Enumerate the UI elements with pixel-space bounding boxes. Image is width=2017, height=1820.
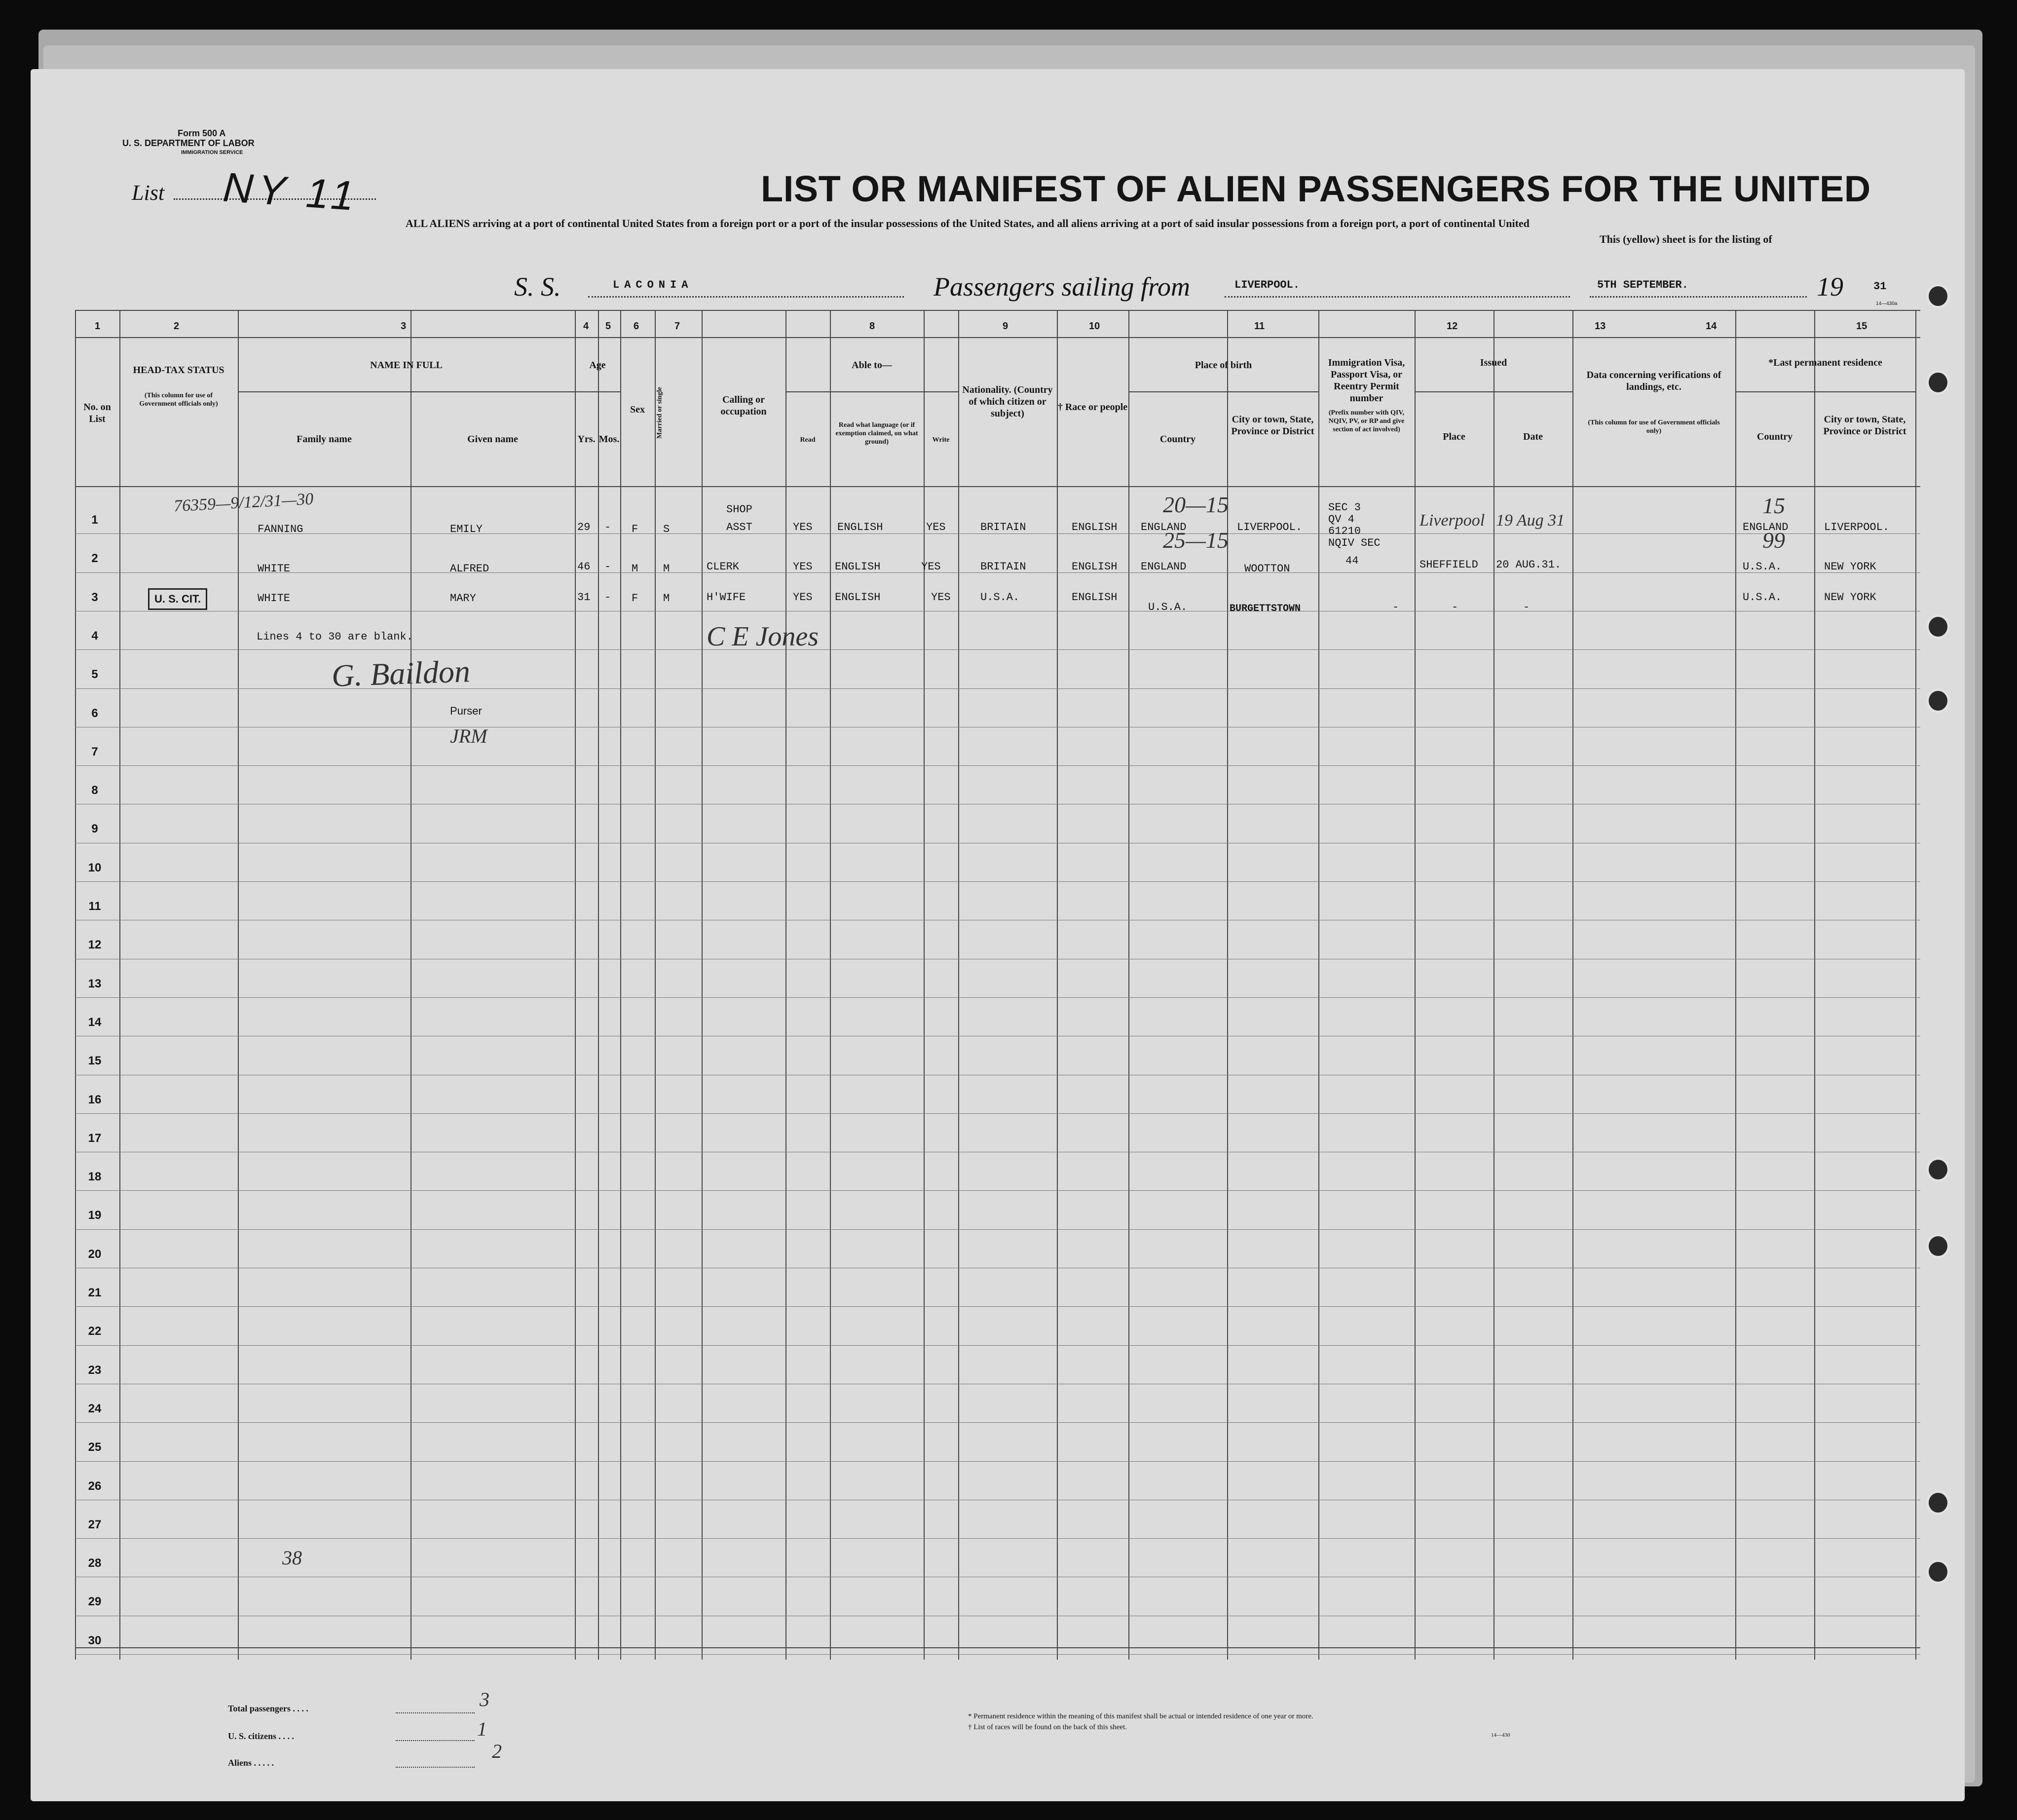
row-number: 26 <box>88 1479 102 1493</box>
col-header-visa: Immigration Visa, Passport Visa, or Reentry Permit number <box>1328 357 1405 404</box>
col-rule <box>620 310 621 1660</box>
row-guide-line <box>75 765 1920 766</box>
col-header-yrs: Yrs. <box>577 434 596 445</box>
subheader-rule <box>238 391 620 392</box>
subheader-rule <box>785 391 958 392</box>
row-guide-line <box>75 1345 1920 1346</box>
column-number: 15 <box>1856 321 1868 332</box>
table-rule <box>75 486 1920 487</box>
col-header-write: Write <box>932 436 950 444</box>
row1-nationality: BRITAIN <box>980 521 1026 533</box>
row-number: 16 <box>88 1093 102 1106</box>
row2-language: ENGLISH <box>835 561 881 573</box>
row-number: 11 <box>88 900 101 913</box>
column-number: 4 <box>583 321 589 332</box>
row2-issued-place: SHEFFIELD <box>1419 559 1478 571</box>
col-header-no: No. on List <box>83 402 111 424</box>
col-header-birth-city: City or town, State, Province or District <box>1231 414 1314 437</box>
col-rule <box>598 310 599 1660</box>
binder-ring-icon <box>1926 284 1950 308</box>
purser-label: Purser <box>450 705 482 717</box>
column-number: 9 <box>1003 321 1008 332</box>
col-rule <box>1318 310 1319 1660</box>
year-label: 19 <box>1817 272 1843 302</box>
col-rule <box>702 310 703 1660</box>
column-number: 12 <box>1447 321 1458 332</box>
row2-visa-line1: NQIV SEC <box>1328 537 1381 549</box>
row-number: 2 <box>91 552 98 566</box>
purser-signature: G. Baildon <box>331 653 471 693</box>
row1-birth-city: LIVERPOOL. <box>1237 521 1303 533</box>
row-number: 14 <box>88 1015 102 1029</box>
row-guide-line <box>75 1306 1920 1307</box>
col-rule <box>1415 310 1416 1660</box>
row-number: 18 <box>88 1170 102 1184</box>
row3-issued-date: - <box>1523 601 1530 613</box>
col-header-age: Age <box>589 360 606 371</box>
row-number: 30 <box>88 1633 102 1647</box>
col-header-able-to: Able to— <box>852 360 892 371</box>
row1-age-yrs: 29 <box>577 521 591 533</box>
row1-visa-line1: SEC 3 <box>1328 501 1361 514</box>
column-number: 3 <box>401 321 407 332</box>
service-name: IMMIGRATION SERVICE <box>181 150 243 155</box>
column-number: 5 <box>605 321 611 332</box>
row3-birth-city: BURGETTSTOWN <box>1230 603 1301 614</box>
row-guide-line <box>75 881 1920 882</box>
sailing-date: 5TH SEPTEMBER. <box>1597 279 1688 291</box>
row-number: 7 <box>91 745 98 758</box>
row-guide-line <box>75 997 1920 998</box>
column-number: 2 <box>174 321 180 332</box>
row2-age-yrs: 46 <box>577 561 591 573</box>
row1-birth-annotation: 20—15 <box>1163 492 1229 517</box>
row3-age-yrs: 31 <box>577 591 591 604</box>
row3-age-mos: - <box>604 591 611 604</box>
blank-lines-note: Lines 4 to 30 are blank. <box>257 631 413 643</box>
row2-read: YES <box>793 561 813 573</box>
row-guide-line <box>75 1538 1920 1539</box>
row3-res-country: U.S.A. <box>1743 591 1782 604</box>
row2-given-name: ALFRED <box>450 563 489 575</box>
col-header-res-city: City or town, State, Province or District <box>1823 414 1906 437</box>
page-title: LIST OR MANIFEST OF ALIEN PASSENGERS FOR THE UNITED <box>761 168 1871 209</box>
manifest-table <box>75 310 1960 1660</box>
col-header-race: † Race or people <box>1057 402 1128 413</box>
row2-res-annotation: 99 <box>1762 528 1785 553</box>
us-citizen-stamp: U. S. CIT. <box>148 588 207 610</box>
column-number: 8 <box>869 321 875 332</box>
row3-issued-place: - <box>1452 601 1458 613</box>
row-guide-line <box>75 1190 1920 1191</box>
row1-given-name: EMILY <box>450 523 483 535</box>
form-number: Form 500 A <box>178 128 226 138</box>
subtitle-line1: ALL ALIENS arriving at a port of continental United States from a foreign port or a port of the insular possessions of the United States, and all aliens arriving at a port of said insular possessions from a foreign port, a port of continental United <box>406 217 1530 229</box>
row3-sex: F <box>632 592 638 605</box>
col-header-head-tax: HEAD-TAX STATUS <box>133 365 224 376</box>
row3-visa: - <box>1392 601 1399 613</box>
col-rule <box>1128 310 1129 1660</box>
row3-family-name: WHITE <box>258 592 291 605</box>
department-name: U. S. DEPARTMENT OF LABOR <box>122 138 255 148</box>
row-number: 9 <box>91 822 98 836</box>
sailing-label: Passengers sailing from <box>934 272 1191 302</box>
col-rule <box>655 310 656 1660</box>
column-number: 10 <box>1089 321 1100 332</box>
col-header-married: Married or single <box>656 387 664 439</box>
manifest-sheet <box>31 69 1965 1801</box>
row27-annotation: 38 <box>282 1547 302 1569</box>
footnote-form-code: 14—430 <box>1491 1732 1510 1738</box>
row-number: 10 <box>88 861 102 874</box>
row-number: 6 <box>91 706 98 720</box>
date-underline <box>1590 296 1807 298</box>
head-tax-note-row1: 76359—9/12/31—30 <box>173 490 314 516</box>
row-guide-line <box>75 533 1920 534</box>
row2-visa-line2: 44 <box>1345 555 1359 567</box>
col-rule <box>1814 310 1815 1660</box>
row2-race: ENGLISH <box>1072 561 1118 573</box>
row-number: 25 <box>88 1441 102 1454</box>
col-header-head-tax-note: (This column for use of Government officials only) <box>139 392 218 408</box>
row-number: 13 <box>88 977 102 990</box>
col-rule <box>958 310 959 1660</box>
form-code-top: 14—430a <box>1876 301 1898 306</box>
row-number: 4 <box>91 629 98 643</box>
subheader-rule <box>1735 391 1915 392</box>
row2-birth-annotation: 25—15 <box>1163 528 1229 553</box>
row2-issued-date: 20 AUG.31. <box>1496 559 1562 571</box>
row-number: 23 <box>88 1363 102 1377</box>
row3-marital: M <box>663 592 670 605</box>
row3-birth-country: U.S.A. <box>1148 601 1188 613</box>
year-value: 31 <box>1873 280 1887 293</box>
column-number: 7 <box>674 321 680 332</box>
col-header-read: Read <box>800 436 816 444</box>
row3-language: ENGLISH <box>835 591 881 604</box>
row-number: 15 <box>88 1054 102 1068</box>
col-rule <box>575 310 576 1660</box>
table-rule <box>75 337 1920 338</box>
col-header-nationality: Nationality. (Country of which citizen or subject) <box>962 384 1053 419</box>
col-rule <box>119 310 120 1660</box>
col-rule <box>785 310 786 1660</box>
row1-age-mos: - <box>604 521 611 533</box>
row-number: 5 <box>91 668 98 682</box>
row2-sex: M <box>632 563 638 575</box>
row3-read: YES <box>793 591 813 604</box>
purser-initials: JRM <box>450 725 487 747</box>
row2-res-city: NEW YORK <box>1824 561 1876 573</box>
col-header-mos: Mos. <box>598 434 620 445</box>
col-header-res-country: Country <box>1756 431 1793 442</box>
col-header-visa-note: (Prefix number with QIV, NQIV, PV, or RP and give section of act involved) <box>1328 409 1405 433</box>
row4-annotation: C E Jones <box>707 621 819 652</box>
footnote-residence: * Permanent residence within the meaning of this manifest shall be actual or intended residence of one year or more. <box>968 1712 1313 1720</box>
col-header-last-residence: *Last permanent residence <box>1768 357 1882 368</box>
row-guide-line <box>75 1654 1920 1655</box>
row1-res-country: ENGLAND <box>1743 521 1789 533</box>
col-rule <box>1057 310 1058 1660</box>
column-number: 11 <box>1254 321 1265 332</box>
row-number: 1 <box>91 513 98 527</box>
col-header-verifications: Data concerning verifications of landings, etc. <box>1586 370 1721 392</box>
row1-race: ENGLISH <box>1072 521 1118 533</box>
ship-name: LACONIA <box>613 279 693 291</box>
col-header-read-lang: Read what language (or if exemption claimed, on what ground) <box>835 421 918 446</box>
col-header-name: NAME IN FULL <box>370 360 443 371</box>
row-number: 21 <box>88 1286 102 1299</box>
row2-marital: M <box>663 563 670 575</box>
row-number: 3 <box>91 590 98 604</box>
col-header-issued-date: Date <box>1523 431 1543 442</box>
row3-res-city: NEW YORK <box>1824 591 1876 604</box>
row-number: 12 <box>88 938 102 952</box>
row-guide-line <box>75 1461 1920 1462</box>
row2-family-name: WHITE <box>258 563 291 575</box>
row-number: 17 <box>88 1131 102 1145</box>
col-header-birthplace: Place of birth <box>1195 360 1252 371</box>
row1-res-city: LIVERPOOL. <box>1824 521 1890 533</box>
col-rule <box>1572 310 1573 1660</box>
col-rule <box>830 310 831 1660</box>
col-header-family: Family name <box>297 434 352 445</box>
column-number: 6 <box>634 321 639 332</box>
row2-res-country: U.S.A. <box>1743 561 1782 573</box>
footnote-races: † List of races will be found on the back of this sheet. <box>968 1723 1127 1731</box>
col-header-issued: Issued <box>1480 357 1507 368</box>
row1-visa-line2: QV 4 <box>1328 513 1354 526</box>
col-header-occupation: Calling or occupation <box>720 394 767 417</box>
row-guide-line <box>75 1229 1920 1230</box>
list-number-handwritten: NY 11 <box>222 163 361 220</box>
row-number: 24 <box>88 1402 102 1415</box>
row1-read: YES <box>793 521 813 533</box>
col-header-verif-note: (This column for use of Government officials only) <box>1588 419 1720 435</box>
row1-marital: S <box>663 523 670 535</box>
aliens-label: Aliens . . . . . <box>228 1758 274 1768</box>
row1-sex: F <box>632 523 638 535</box>
col-header-sex: Sex <box>630 404 645 415</box>
row-number: 20 <box>88 1247 102 1261</box>
list-label: List <box>132 181 165 205</box>
row2-birth-country: ENGLAND <box>1141 561 1187 573</box>
row2-age-mos: - <box>604 561 611 573</box>
row-number: 8 <box>91 784 98 797</box>
col-rule <box>75 310 76 1660</box>
row-number: 29 <box>88 1595 102 1609</box>
total-passengers-value: 3 <box>480 1688 489 1710</box>
row1-occupation-top: SHOP <box>726 503 752 516</box>
subheader-rule <box>1128 391 1318 392</box>
row-number: 28 <box>88 1556 102 1570</box>
table-rule <box>75 310 1920 311</box>
col-header-birth-country: Country <box>1159 434 1196 445</box>
col-header-given: Given name <box>467 434 518 445</box>
subtitle-line2: This (yellow) sheet is for the listing of <box>1600 233 1772 245</box>
row-guide-line <box>75 1422 1920 1423</box>
ship-underline <box>588 296 904 298</box>
row-guide-line <box>75 649 1920 650</box>
row-number: 19 <box>88 1209 102 1222</box>
row-number: 22 <box>88 1325 102 1338</box>
sailing-underline <box>1225 296 1570 298</box>
total-passengers-label: Total passengers . . . . <box>228 1704 308 1713</box>
row1-issued-date: 19 Aug 31 <box>1496 511 1565 530</box>
ship-label: S. S. <box>514 272 561 302</box>
row1-visa-line3: 61210 <box>1328 525 1361 537</box>
row1-issued-place: Liverpool <box>1419 511 1485 530</box>
row1-language: ENGLISH <box>837 521 883 533</box>
total-line <box>396 1712 475 1713</box>
row-number: 27 <box>88 1517 102 1531</box>
row1-res-annotation: 15 <box>1762 493 1785 518</box>
col-header-issued-place: Place <box>1443 431 1465 442</box>
sailing-port: LIVERPOOL. <box>1234 279 1300 291</box>
us-citizens-label: U. S. citizens . . . . <box>228 1731 294 1741</box>
row1-family-name: FANNING <box>258 523 303 535</box>
row-guide-line <box>75 1113 1920 1114</box>
row2-occupation: CLERK <box>707 561 740 573</box>
col-rule <box>924 310 925 1660</box>
column-number: 1 <box>95 321 101 332</box>
us-citizens-value: 1 <box>477 1718 487 1740</box>
row3-given-name: MARY <box>450 592 476 605</box>
row3-occupation: H'WIFE <box>707 591 746 604</box>
row3-nationality: U.S.A. <box>980 591 1020 604</box>
col-rule <box>1915 310 1916 1660</box>
column-number: 13 <box>1595 321 1606 332</box>
row2-nationality: BRITAIN <box>980 561 1026 573</box>
aliens-value: 2 <box>492 1740 502 1762</box>
row1-birth-country: ENGLAND <box>1141 521 1187 533</box>
row1-occupation: ASST <box>726 521 752 533</box>
row2-write: YES <box>921 561 941 573</box>
column-number: 14 <box>1706 321 1717 332</box>
row2-birth-city: WOOTTON <box>1244 563 1290 575</box>
row1-write: YES <box>926 521 946 533</box>
table-rule <box>75 1647 1920 1648</box>
row3-write: YES <box>931 591 951 604</box>
total-line <box>396 1740 475 1741</box>
total-line <box>396 1767 475 1768</box>
row3-race: ENGLISH <box>1072 591 1118 604</box>
col-rule <box>1735 310 1736 1660</box>
